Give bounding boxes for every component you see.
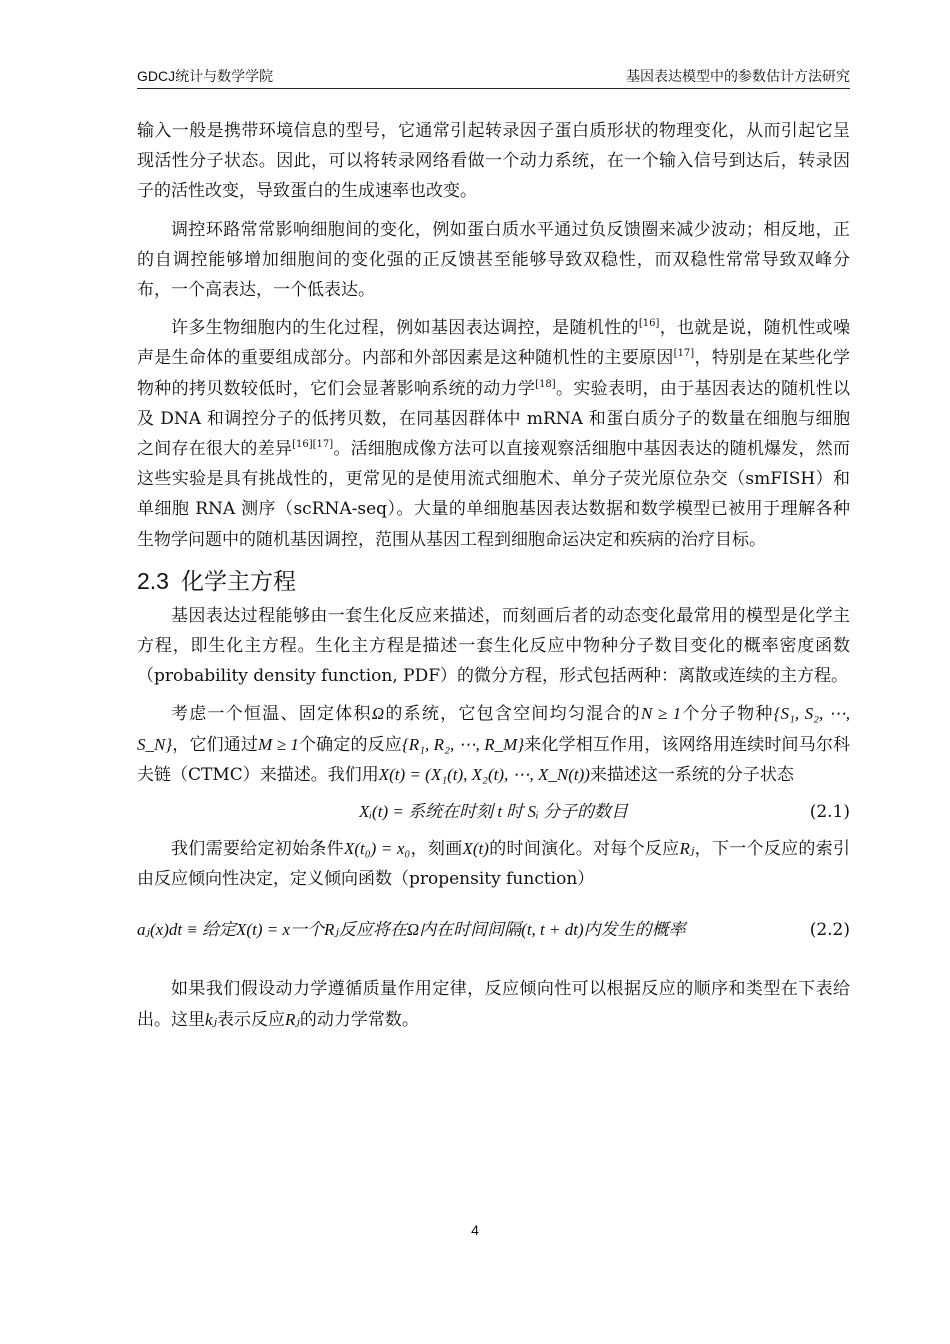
math-initial-condition: X(t₀) = x₀: [343, 839, 411, 859]
equation-2-2-number: (2.2): [809, 920, 850, 941]
section-paragraph-3: [137, 834, 850, 894]
math-reaction-set: {R₁, R₂, ⋯, R_M}: [401, 734, 525, 754]
section-heading: [137, 563, 850, 599]
paragraph-3: [137, 313, 850, 555]
paragraph-1: 输入一般是携带环境信息的型号，它通常引起转录因子蛋白质形状的物理变化，从而引起它呈现活性分子状态。因此，可以将转录网络看做一个动力系统，在一个输入信号到达后，转录因子的活性改变，导致蛋白的生成速率也改变。: [137, 121, 850, 202]
math-x-t: X(t): [462, 839, 489, 859]
text-run: 个分子物种: [681, 704, 774, 725]
text-run: 个确定的反应: [298, 734, 402, 755]
text-run: 我们需要给定初始条件: [171, 839, 344, 860]
equation-2-1-body: Xᵢ(t) = 系统在时刻 t 时 Sᵢ 分子的数目: [358, 802, 628, 822]
text-run: 来化学相互作用，该网络用连续时间马尔科夫链（CTMC）来描述。我们用: [137, 734, 851, 785]
text-run: 如果我们假设动力学遵循质量作用定律，反应倾向性可以根据反应的顺序和类型在下表给出。这里: [137, 979, 850, 1030]
section-paragraph-2: [137, 699, 850, 790]
text-run: 来描述这一系统的分子状态: [589, 764, 794, 785]
math-m-condition: M ≥ 1: [258, 734, 299, 754]
paragraph-3-text: 。实验表明，由于基因表达的随机性以及 DNA 和调控分子的低拷贝数，在同基因群体中 mRNA 和蛋白质分子的数量在细胞与细胞之间存在很大的差异: [137, 378, 851, 460]
text-run: 的时间演化。对每个反应: [488, 839, 680, 860]
citation-16: [16]: [638, 318, 660, 330]
paragraph-3-text: ，特别是在某些化学物种的拷贝数较低时，它们会显著影响系统的动力学: [137, 348, 851, 399]
citation-16-17: [16][17]: [292, 439, 334, 451]
math-species-set: {S₁, S₂, ⋯, S_N}: [137, 704, 851, 754]
equation-2-1: [137, 796, 850, 828]
page-body: [137, 116, 850, 1035]
math-state-vector: X(t) = (X₁(t), X₂(t), ⋯, X_N(t)): [378, 764, 590, 784]
math-omega: Ω: [371, 704, 385, 724]
text-run: 的系统，它包含空间均匀混合的: [384, 704, 641, 725]
page-number: 4: [471, 1222, 479, 1238]
paragraph-3-text: 。活细胞成像方法可以直接观察活细胞中基因表达的随机爆发，然而这些实验是具有挑战性的，更常见的是使用流式细胞术、单分子荧光原位杂交（smFISH）和单细胞 RNA 测序（scRNA-seq）。大量的单细胞基因表达数据和数学模型已被用于理解各种生物学问题中的随机基因调控，范围从基因工程到细胞命运决定和疾病的治疗目标。: [137, 439, 850, 550]
section-paragraph-4: [137, 974, 850, 1034]
header-thesis-title: 基因表达模型中的参数估计方法研究: [626, 68, 850, 84]
section-paragraph-1: 基因表达过程能够由一套生化反应来描述，而刻画后者的动态变化最常用的模型是化学主方程，即生化主方程。生化主方程是描述一套生化反应中物种分子数目变化的概率密度函数（probability density function, PDF）的微分方程，形式包括两种：离散或连续的主方程。: [137, 605, 850, 687]
text-run: ，下一个反应的索引由反应倾向性决定，定义倾向函数（propensity function）: [137, 839, 851, 890]
text-run: 的动力学常数。: [299, 1009, 419, 1030]
running-header: [137, 64, 850, 89]
header-institution: GDCJ统计与数学学院: [137, 68, 274, 84]
math-r-j: Rⱼ: [679, 839, 695, 859]
paragraph-2: 调控环路常常影响细胞间的变化，例如蛋白质水平通过负反馈圈来减少波动；相反地，正的自调控能够增加细胞间的变化强的正反馈甚至能够导致双稳性，而双稳性常常导致双峰分布，一个高表达，一个低表达。: [137, 219, 850, 301]
equation-2-1-number: (2.1): [809, 802, 850, 823]
citation-17: [17]: [673, 348, 695, 360]
math-k-j: kⱼ: [205, 1009, 218, 1029]
section-number: 2.3: [137, 567, 169, 594]
text-run: ，刻画: [410, 839, 463, 860]
paragraph-3-text: 许多生物细胞内的生化过程，例如基因表达调控，是随机性的: [171, 318, 639, 339]
text-run: 表示反应: [217, 1009, 286, 1030]
text-run: 考虑一个恒温、固定体积: [171, 704, 372, 725]
math-n-condition: N ≥ 1: [640, 704, 682, 724]
citation-18: [18]: [535, 378, 556, 390]
paragraph-3-text: ，也就是说，随机性或噪声是生命体的重要组成部分。内部和外部因素是这种随机性的主要原因: [137, 318, 850, 369]
math-r-j: Rⱼ: [285, 1009, 300, 1029]
text-run: ，它们通过: [172, 734, 259, 755]
equation-2-2: [137, 914, 850, 946]
equation-2-2-body: aⱼ(x)dt ≡ 给定X(t) = x一个Rⱼ反应将在Ω内在时间间隔(t, t + dt)内发生的概率: [137, 920, 686, 940]
section-title: 化学主方程: [180, 567, 296, 594]
